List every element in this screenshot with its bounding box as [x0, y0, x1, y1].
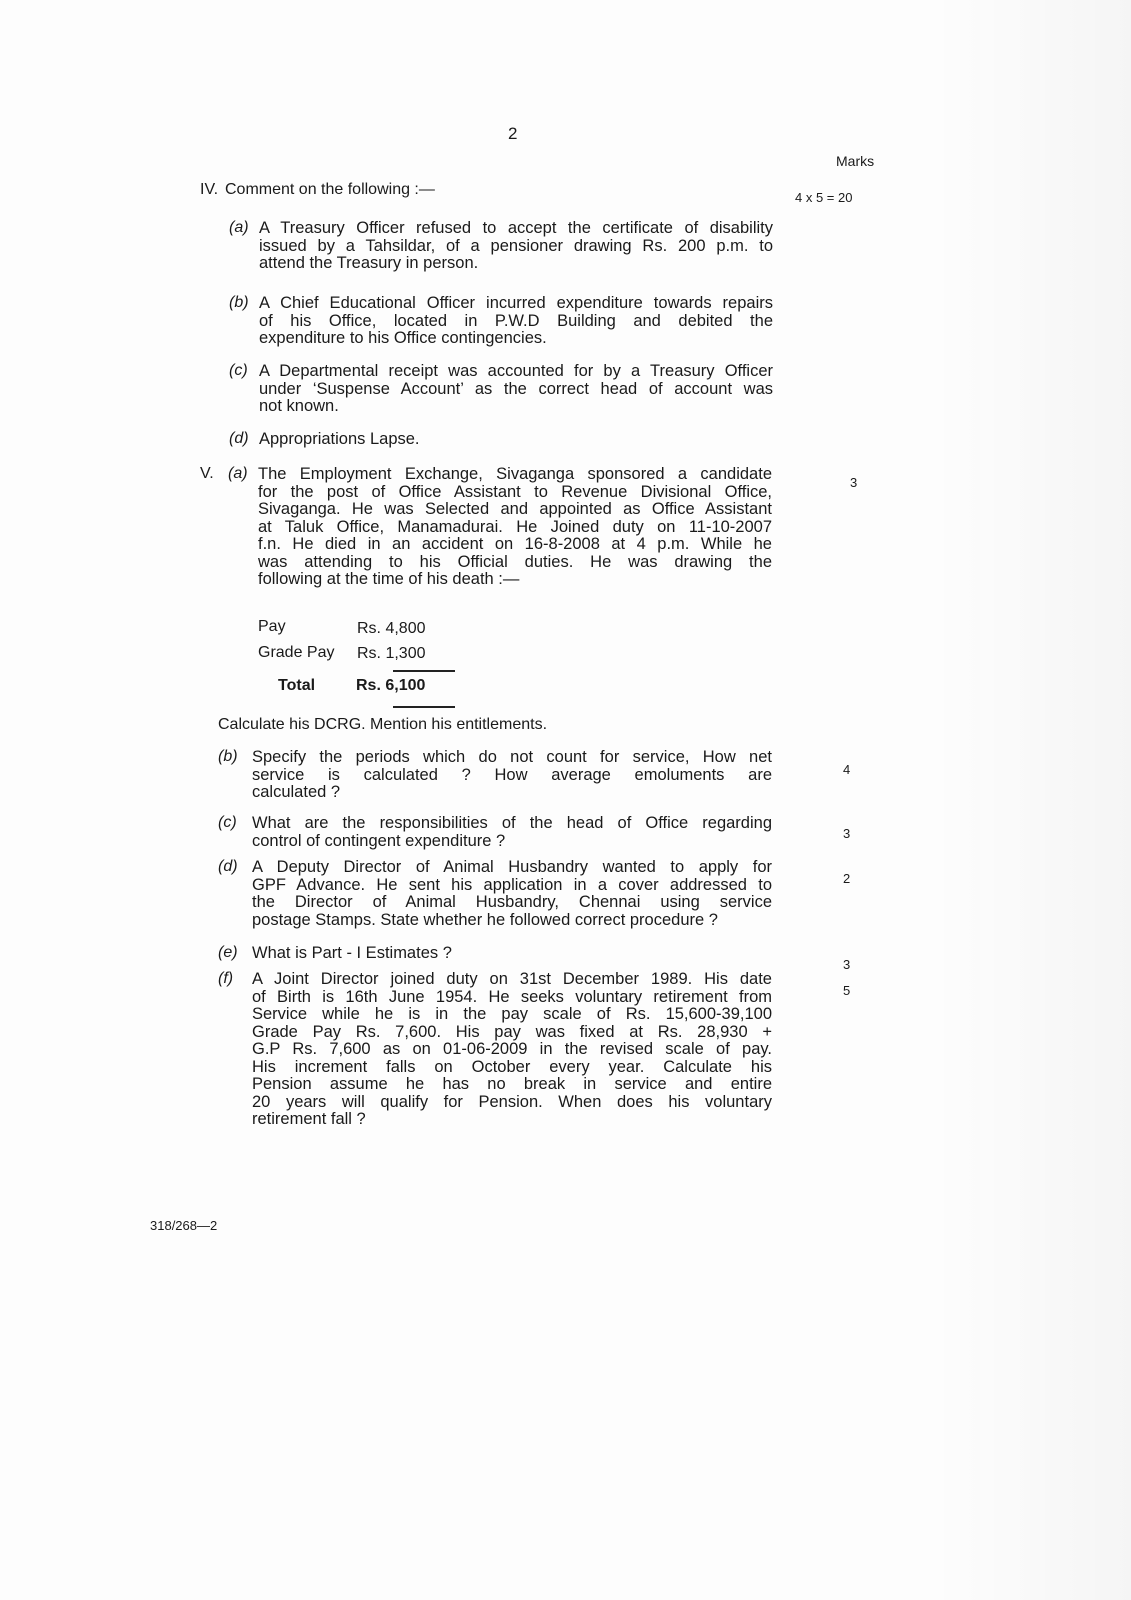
question-text	[252, 859, 772, 929]
question-line: issued by a Tahsildar, of a pensioner drawing Rs. 200 p.m. to	[259, 236, 773, 255]
question-line: Specify the periods which do not count for service, How net	[252, 748, 772, 766]
marks-header: Marks	[836, 153, 875, 169]
question-line: Appropriations Lapse.	[259, 430, 420, 448]
question-line: service is calculated ? How average emoluments are	[252, 765, 772, 784]
question-line: Service while he is in the pay scale of Rs. 15,600-39,100	[252, 1005, 772, 1023]
section-iv-heading: Comment on the following :—	[225, 181, 435, 198]
question-text	[252, 749, 772, 802]
total-label: Total	[278, 677, 316, 694]
question-marks: 4	[843, 762, 851, 777]
question-line: Grade Pay Rs. 7,600. His pay was fixed at Rs. 28,930 +	[252, 1022, 772, 1041]
question-label: (b)	[218, 748, 238, 765]
grade-pay-label: Grade Pay	[258, 644, 335, 661]
question-marks: 3	[843, 826, 851, 841]
question-text	[259, 363, 773, 416]
page-number: 2	[508, 124, 518, 143]
question-line: 20 years will qualify for Pension. When does his voluntary	[252, 1092, 772, 1111]
question-line: His increment falls on October every year. Calculate his	[252, 1057, 772, 1076]
question-label: (a)	[229, 219, 249, 236]
question-line: GPF Advance. He sent his application in a cover addressed to	[252, 875, 772, 894]
question-line: attend the Treasury in person.	[259, 254, 479, 272]
question-marks: 3	[850, 475, 858, 490]
question-line: at Taluk Office, Manamadurai. He Joined duty on 11-10-2007	[258, 517, 772, 536]
question-line: Pension assume he has no break in service and entire	[252, 1075, 772, 1093]
question-line: Sivaganga. He was Selected and appointed as Office Assistant	[258, 500, 772, 518]
question-line: The Employment Exchange, Sivaganga sponsored a candidate	[258, 465, 772, 483]
section-v-numeral: V.	[200, 465, 214, 482]
section-iv-marks: 4 x 5 = 20	[795, 190, 853, 205]
question-line: G.P Rs. 7,600 as on 01-06-2009 in the revised scale of pay.	[252, 1040, 772, 1058]
question-text	[259, 431, 773, 449]
total-value: Rs. 6,100	[356, 677, 426, 694]
question-line: control of contingent expenditure ?	[252, 831, 506, 850]
pay-label: Pay	[258, 618, 286, 635]
question-line: expenditure to his Office contingencies.	[259, 329, 547, 347]
question-text	[252, 945, 772, 963]
question-text	[252, 815, 772, 850]
question-line: the Director of Animal Husbandry, Chennai using service	[252, 893, 772, 911]
question-text	[258, 466, 772, 589]
question-label: (d)	[218, 858, 238, 875]
question-line: What are the responsibilities of the head of Office regarding	[252, 814, 772, 832]
question-line: retirement fall ?	[252, 1110, 366, 1128]
question-marks: 3	[843, 957, 851, 972]
question-line: A Deputy Director of Animal Husbandry wanted to apply for	[252, 858, 772, 876]
total-rule	[393, 706, 455, 708]
question-line: under ‘Suspense Account’ as the correct head of account was	[259, 379, 773, 398]
dcrg-instruction: Calculate his DCRG. Mention his entitlements.	[218, 716, 548, 733]
question-line: of his Office, located in P.W.D Building and debited the	[259, 311, 773, 330]
grade-pay-value: Rs. 1,300	[357, 645, 426, 662]
question-line: of Birth is 16th June 1954. He seeks voluntary retirement from	[252, 987, 772, 1006]
question-label: (e)	[218, 944, 238, 961]
pay-value: Rs. 4,800	[357, 620, 426, 637]
question-text	[252, 971, 772, 1129]
question-line: following at the time of his death :—	[258, 570, 520, 588]
paper-code: 318/268—2	[150, 1218, 218, 1233]
question-line: not known.	[259, 397, 339, 415]
question-marks: 2	[843, 871, 851, 886]
question-line: was attending to his Official duties. He was drawing the	[258, 552, 772, 571]
question-line: f.n. He died in an accident on 16-8-2008 at 4 p.m. While he	[258, 535, 772, 553]
question-line: A Chief Educational Officer incurred expenditure towards repairs	[259, 294, 773, 312]
question-label: (a)	[228, 465, 248, 482]
question-line: A Joint Director joined duty on 31st December 1989. His date	[252, 970, 772, 988]
question-label: (c)	[229, 362, 248, 379]
question-label: (c)	[218, 814, 237, 831]
question-label: (b)	[229, 294, 249, 311]
section-iv-numeral: IV.	[200, 181, 219, 198]
question-text	[259, 295, 773, 348]
question-line: postage Stamps. State whether he followed correct procedure ?	[252, 910, 718, 929]
question-line: for the post of Office Assistant to Revenue Divisional Office,	[258, 482, 772, 501]
question-line: What is Part - I Estimates ?	[252, 944, 452, 962]
question-line: A Departmental receipt was accounted for by a Treasury Officer	[259, 362, 773, 380]
question-line: calculated ?	[252, 783, 341, 801]
question-line: A Treasury Officer refused to accept the certificate of disability	[259, 219, 773, 237]
scan-shading	[931, 0, 1131, 1600]
question-label: (d)	[229, 430, 249, 447]
sum-rule	[393, 670, 455, 672]
question-marks: 5	[843, 983, 851, 998]
question-label: (f)	[218, 970, 234, 987]
question-text	[259, 220, 773, 273]
